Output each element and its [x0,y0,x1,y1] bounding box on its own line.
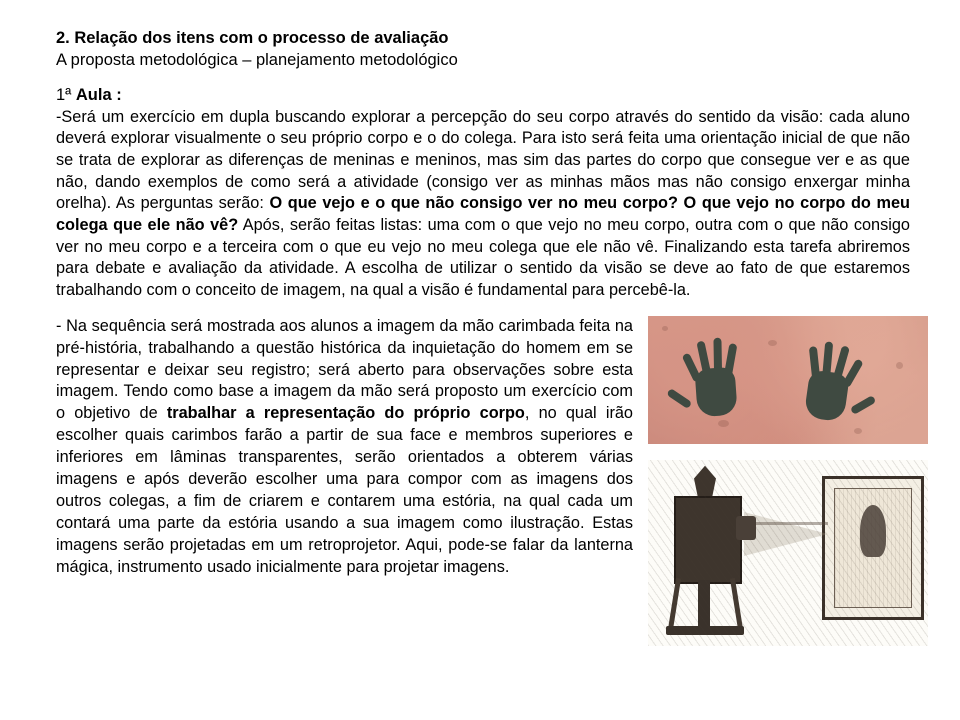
hand-stencil-left [681,332,749,420]
paragraph-first-bold-question: O que vejo e o que não consigo ver no meu corpo? O que vejo no corpo do meu colega que ele não vê? [56,194,910,235]
paragraph-second-lesson [56,316,633,579]
lower-section [56,316,924,646]
hand-stencil-image [648,316,928,444]
lantern-stand [698,580,710,630]
paragraph-second-part-1: - Na sequência será mostrada aos alunos a imagem da mão carimbada feita na pré-história, trabalhando a questão histórica da inquietação do homem em se representar e deixar seu registro; será aberto para observações sobre esta imagem. Tendo como base a imagem da mão será proposto um exercício com o objetivo de [56,316,633,423]
lantern-projection-screen [822,476,924,620]
figure-column [648,316,928,646]
heading-block [56,28,924,71]
page-title: 2. Relação dos itens com o processo de avaliação [56,29,449,47]
paragraph-first-part-1: -Será um exercício em dupla buscando explorar a percepção do seu corpo através do sentido da visão: cada aluno deverá explorar visualmente o seu próprio corpo e o do colega. Para isto será feita uma orientação inicial de que não se trata de explorar as diferenças de meninas e meninos, mas sim das partes do corpo que consegue ver e as que não, dando exemplos de como será a atividade (consigo ver as minhas mãos mas não consigo enxergar minha orelha). As perguntas serão: [56,107,910,213]
paragraph-second-part-2: , no qual irão escolher quais carimbos farão a partir de sua face e membros superiores e inferiores em lâminas transparentes, serão orientados a obterem várias imagens e após deverão escolher uma para compor com as imagens dos outros colegas, a fim de criarem e contarem uma estória, na qual cada um contará uma parte da estória usando a sua imagem como ilustração. Estas imagens serão projetadas em um retroprojetor. Aqui, pode-se falar da lanterna mágica, instrumento usado inicialmente para projetar imagens. [56,404,633,576]
lesson-number: 1ª [56,86,76,105]
hand-stencil-right [792,334,865,426]
paragraph-first-lesson [56,107,910,302]
lantern-chimney [694,466,716,498]
lesson-label [56,85,924,106]
page-subtitle: A proposta metodológica – planejamento metodológico [56,51,458,70]
lantern-base [666,626,744,635]
paragraph-second-bold-phrase: trabalhar a representação do próprio corpo [166,404,525,423]
paragraph-first-part-2: Após, serão feitas listas: uma com o que vejo no meu corpo, outra com o que não consigo ver no meu corpo e a terceira com o que eu vejo no meu colega que ele não vê. Finalizando esta tarefa abriremos para debate e avaliação da atividade. A escolha de utilizar o sentido da visão se deve ao fato de que estaremos trabalhando com o conceito de imagem, na qual a visão é fundamental para percebê-la. [56,216,910,300]
lantern-lens [736,516,756,540]
lantern-light-beam [744,512,828,556]
lantern-body [674,496,742,584]
magic-lantern-image [648,460,928,646]
lesson-word: Aula : [75,86,122,105]
